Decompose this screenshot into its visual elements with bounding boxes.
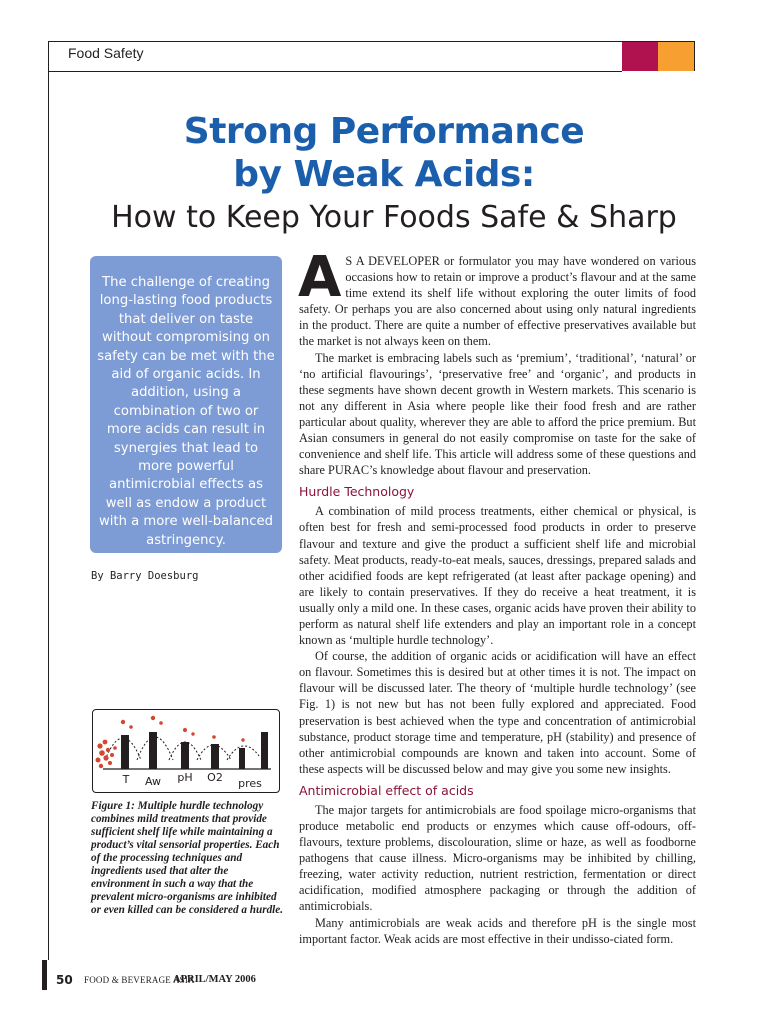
- headline-line-2: by Weak Acids:: [233, 154, 535, 195]
- paragraph-intro: [298, 245, 696, 350]
- hurdle-diagram: [93, 710, 281, 794]
- hurdle-label-ph: pH: [177, 771, 193, 784]
- hurdle-label-aw: Aw: [144, 775, 162, 788]
- hurdle-label-t: T: [122, 773, 130, 786]
- hurdle-label-o2: O2: [207, 771, 223, 784]
- pull-quote-text: The challenge of creating long-lasting food products that deliver on taste without compromising on safety can be met with the aid of organic acids. In addition, using a combination of two or more acids can result in synergies that lead to more powerful antimicrobial effects as well as endow a product with a more well-balanced astringency.: [97, 275, 275, 548]
- header-frame-right: [694, 41, 695, 71]
- paragraph: Of course, the addition of organic acids or acidification will have an effect on flavour. Sometimes this is desired but at other times it is not. The impact on flavour will be discussed later. The theory of ‘multiple hurdle technology’ (see Fig. 1) is not new but has not been fully explored and appreciated. Food preservation is best achieved when the type and concentration of antimicrobial substance, product storage time and temperature, pH (stability) and presence of other antimicrobial compounds are known and taken into account. Some of these aspects will be discussed below and may give you some new insights.: [299, 649, 696, 776]
- hurdle-bar: [121, 735, 129, 769]
- header-frame-bottom: [48, 71, 622, 72]
- header-frame-left: [48, 41, 49, 71]
- paragraph: A combination of mild process treatments, either chemical or physical, is often best for fresh and semi-processed food products in order to preserve flavour and texture and give the product a sufficient shelf life and microbial safety. Meat products, ready-to-eat meals, sauces, dressings, prepared salads and other acidified foods are kept refrigerated (at least after package opening) and are likely to contain preservatives. If they do receive a heat treatment, it is usually only a mild one. In these cases, organic acids have proven their ability to perform as natural shelf life extenders and play an important role in a concept known as ‘multiple hurdle technology’.: [299, 504, 696, 648]
- issue-date: APRIL/MAY 2006: [173, 974, 256, 985]
- section-heading-antimicrobial: Antimicrobial effect of acids: [299, 782, 474, 798]
- hurdle-figure: [92, 709, 280, 793]
- page-number: 50: [56, 973, 73, 987]
- section-label: Food Safety: [68, 45, 144, 61]
- paragraph-intro-text: S A DEVELOPER or formulator you may have wondered on various occasions how to retain or improve a product’s flavour and at the same time extend its shelf life without exploring the outer limits of food safety. Or perhaps you are also concerned about using only natural ingredients in the product. There are quite a number of effective preservatives available but the market is not always keen on them.: [299, 254, 696, 349]
- subtitle: How to Keep Your Foods Safe & Sharp: [111, 200, 677, 235]
- pull-quote: [90, 256, 282, 553]
- paragraph: Many antimicrobials are weak acids and therefore pH is the single most important factor. Weak acids are most effective in their undisso-ciated form.: [299, 915, 696, 946]
- accent-swatch-orange: [658, 42, 694, 71]
- paragraph: The major targets for antimicrobials are food spoilage micro-organisms that produce metabolic end products or enzymes which cause off-odours, off-flavours, texture problems, discolouration, slime or haze, as well as foodborne pathogens that cause illness. Micro-organisms may be inhibited by chilling, freezing, water activity reduction, nutrient restriction, fermentation or direct acidification, modified atmosphere packaging or through the addition of antimicrobials.: [299, 802, 696, 914]
- magazine-name: FOOD & BEVERAGE ASIA: [84, 975, 195, 985]
- hurdle-bar: [261, 732, 268, 769]
- hurdle-bar: [181, 742, 189, 769]
- accent-swatch-magenta: [622, 42, 658, 71]
- hurdle-bar: [239, 748, 245, 769]
- paragraph: The market is embracing labels such as ‘premium’, ‘traditional’, ‘natural’ or ‘no artificial flavourings’, ‘preservative free’ and ‘organic’, and products in these segments have shown decent growth in Western markets. This scenario is not any different in Asia where people like their food fresh and are rather particular about quality, wherever they are able to afford the price premium. But Asian consumers in general do not easily compromise on taste for the sake of convenience and shelf life. This article will address some of these questions and share PURAC’s knowledge about flavour and preservation.: [299, 350, 696, 478]
- hurdle-label-pres: pres: [238, 777, 262, 790]
- header-frame-top: [48, 41, 695, 42]
- byline: By Barry Doesburg: [91, 570, 199, 582]
- hurdle-bar: [211, 744, 219, 769]
- section-heading-hurdle: Hurdle Technology: [299, 484, 415, 500]
- drop-cap: A: [298, 245, 342, 310]
- footer-bar: [42, 960, 47, 990]
- headline-line-1: Strong Performance: [183, 111, 585, 152]
- figure-caption: Figure 1: Multiple hurdle technology combines mild treatments that provide sufficient shelf life while maintaining a product’s vital sensorial properties. Each of the processing techniques and ingredients used that alter the environment in such a way that the prevalent micro-organisms are inhibited or even killed can be considered a hurdle.: [91, 800, 284, 916]
- article-body: [298, 245, 696, 947]
